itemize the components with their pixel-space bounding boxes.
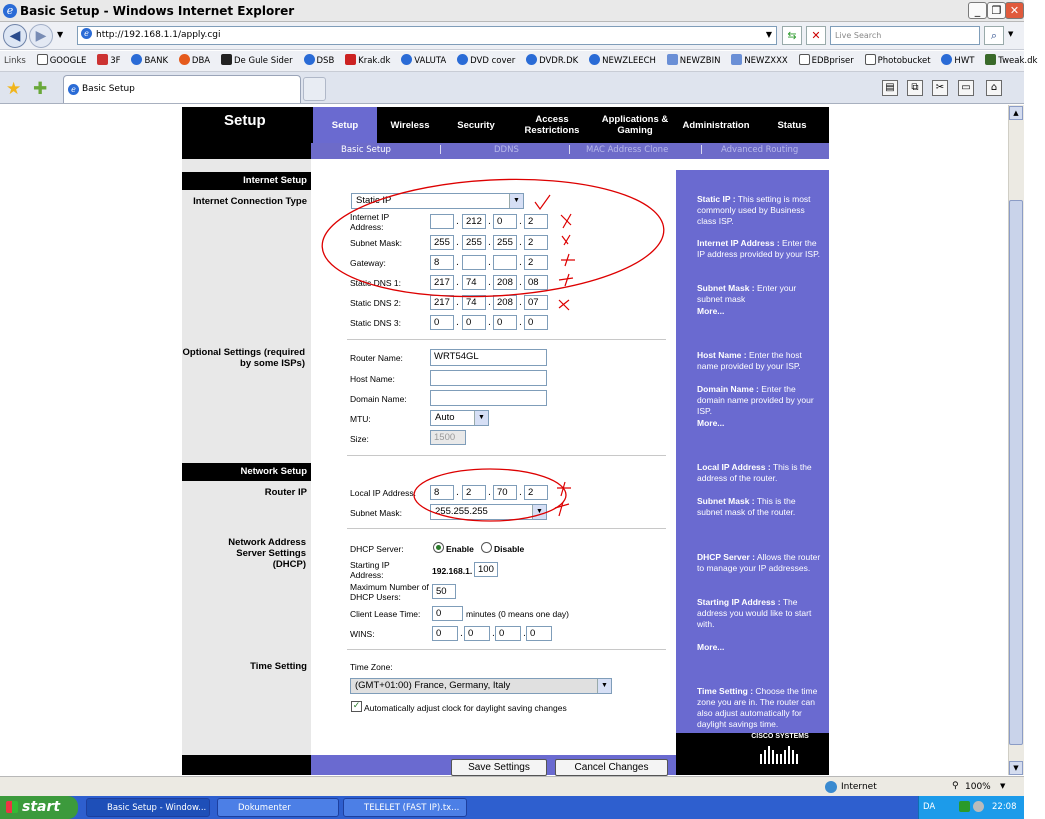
dns2-octet-4[interactable]: 07 [524,295,548,310]
cisco-logo: CISCO SYSTEMS [740,733,820,771]
label-local-ip: Local IP Address: [350,488,416,498]
subtab-separator: | [700,145,703,155]
help-starting-ip: Starting IP Address : The address you would like to start with. [697,597,812,629]
link-krak[interactable]: Krak.dk [345,51,390,71]
link-edbpriser[interactable]: EDBpriser [799,51,854,71]
more-link[interactable]: More... [697,642,725,652]
help-dhcp-server: DHCP Server : Allows the router to manage your IP addresses. [697,552,821,573]
subtab-basic-setup[interactable]: Basic Setup [341,145,391,155]
router-name-input[interactable]: WRT54GL [430,349,547,366]
router-header [182,107,311,159]
ip-octet-2[interactable]: 212 [462,214,486,229]
label-router-ip: Router IP [264,487,307,498]
label-router-name: Router Name: [350,353,403,363]
link-dvd-cover[interactable]: DVD cover [457,51,515,71]
save-settings-button[interactable]: Save Settings [451,759,547,776]
task-telelet[interactable]: TELELET (FAST IP).tx... [343,798,467,817]
subtab-separator: | [568,145,571,155]
scroll-down-icon[interactable]: ▼ [1009,761,1023,775]
page-title: Setup [224,112,266,129]
label-internet-connection-type: Internet Connection Type [193,196,307,207]
time-zone-select[interactable]: (GMT+01:00) France, Germany, Italy ▼ [350,678,612,694]
label-size: Size: [350,434,369,444]
page-icon: e [81,28,92,39]
tab-label: Basic Setup [82,84,135,94]
forward-button[interactable]: ▶ [29,24,53,48]
dns2-octet-3[interactable]: 208 [493,295,517,310]
favorites-star-icon[interactable]: ★ [6,79,22,99]
label-time-zone: Time Zone: [350,662,393,672]
dns3-octet-2[interactable]: 0 [462,315,486,330]
zoom-icon[interactable]: ⚲ [952,781,959,791]
dst-label: Automatically adjust clock for daylight saving changes [364,703,567,713]
clock: 22:08 [992,802,1017,812]
label-dhcp: Network Address Server Settings (DHCP) [228,537,306,570]
divider [347,528,666,529]
mask-octet-1[interactable]: 255 [430,235,454,250]
link-3f[interactable]: 3F [97,51,120,71]
label-dns1: Static DNS 1: [350,278,402,288]
link-google[interactable]: GOOGLE [37,51,87,71]
zoom-dropdown-icon[interactable]: ▼ [1000,782,1006,790]
starting-ip-input[interactable]: 100 [474,562,498,577]
help-time-setting: Time Setting : Choose the time zone you are in. The router can also adjust automatically for daylight savings time. [697,686,818,729]
gateway-octet-1[interactable]: 8 [430,255,454,270]
network-tray-icon[interactable] [959,801,970,812]
tools-icon[interactable]: ✂ [932,80,948,96]
link-valuta[interactable]: VALUTA [401,51,446,71]
tab-basic-setup[interactable] [63,75,301,103]
label-max-users: Maximum Number of DHCP Users: [350,582,429,602]
new-tab-button[interactable] [303,77,326,101]
dns1-octet-1[interactable]: 217 [430,275,454,290]
tab-applications-gaming[interactable]: Applications & Gaming [601,114,669,136]
dhcp-disable-radio[interactable] [481,542,492,553]
more-link[interactable]: More... [697,306,725,316]
label-host-name: Host Name: [350,374,395,384]
size-input[interactable]: 1500 [430,430,466,445]
link-newzxxx[interactable]: NEWZXXX [731,51,787,71]
label-lan-subnet: Subnet Mask: [350,508,402,518]
dns3-octet-3[interactable]: 0 [493,315,517,330]
status-bar [0,776,1024,796]
dns1-octet-3[interactable]: 208 [493,275,517,290]
help-local-ip: Local IP Address : This is the address of the router. [697,462,812,483]
system-tray [918,796,1024,819]
address-dropdown-icon[interactable]: ▼ [765,30,773,39]
ip-octet-4[interactable]: 2 [524,214,548,229]
help-host-name: Host Name : Enter the host name provided by your ISP. [697,350,802,371]
label-internet-ip: Internet IP Address: [350,212,390,232]
link-de-gule-sider[interactable]: De Gule Sider [221,51,293,71]
tab-administration[interactable]: Administration [682,119,750,131]
scroll-thumb[interactable] [1009,200,1023,745]
subtab-mac-clone[interactable]: MAC Address Clone [586,145,669,155]
search-input[interactable]: Live Search [830,26,980,45]
link-bank[interactable]: BANK [131,51,168,71]
tab-access-restrictions[interactable]: Access Restrictions [524,114,580,136]
chevron-down-icon: ▼ [509,194,523,208]
connection-type-select[interactable]: Static IP ▼ [351,193,524,209]
dns3-octet-4[interactable]: 0 [524,315,548,330]
close-button[interactable]: ✕ [1005,2,1024,19]
start-button[interactable]: start [0,796,78,819]
chevron-down-icon: ▼ [474,411,488,425]
wins-octet-3[interactable]: 0 [495,626,521,641]
dns2-octet-2[interactable]: 74 [462,295,486,310]
link-photobucket[interactable]: Photobucket [865,51,931,71]
help-subnet-mask: Subnet Mask : Enter your subnet mask [697,283,797,304]
address-bar-row [0,22,1024,50]
red-check-marks [525,190,595,520]
maximize-button[interactable]: ❐ [987,2,1006,19]
link-dvdr[interactable]: DVDR.DK [526,51,578,71]
dst-checkbox[interactable]: ✓ [352,701,361,711]
label-domain-name: Domain Name: [350,394,407,404]
history-dropdown-icon[interactable]: ▼ [57,30,64,39]
search-options-icon[interactable]: ▼ [1008,30,1014,38]
link-hwt[interactable]: HWT [941,51,974,71]
more-link[interactable]: More... [697,418,725,428]
link-tweak[interactable]: Tweak.dk [985,51,1037,71]
tab-page-icon: e [68,84,79,95]
dns1-octet-4[interactable]: 08 [524,275,548,290]
print-icon[interactable]: ▭ [958,80,974,96]
dns1-octet-2[interactable]: 74 [462,275,486,290]
max-users-input[interactable]: 50 [432,584,456,599]
link-newzbin[interactable]: NEWZBIN [667,51,721,71]
mask-octet-2[interactable]: 255 [462,235,486,250]
search-icon[interactable]: ⌕ [984,26,1004,45]
address-input[interactable]: http://192.168.1.1/apply.cgi [77,26,777,45]
scroll-up-icon[interactable]: ▲ [1009,106,1023,120]
label-dns2: Static DNS 2: [350,298,402,308]
local-ip-octet-3[interactable]: 70 [493,485,517,500]
starting-ip-prefix: 192.168.1. [432,566,473,576]
home-icon[interactable]: ⌂ [986,80,1002,96]
refresh-button[interactable]: ⇆ [782,26,802,45]
tab-wireless[interactable]: Wireless [390,119,430,131]
ip-octet-3[interactable]: 0 [493,214,517,229]
wins-octet-2[interactable]: 0 [464,626,490,641]
tab-status[interactable]: Status [777,119,807,131]
clipboard-icon[interactable]: ▤ [882,80,898,96]
help-static-ip: Static IP : This setting is most commonly used by Business class ISP. [697,194,811,226]
section-network-setup: Network Setup [182,463,311,481]
label-dns3: Static DNS 3: [350,318,402,328]
divider [347,455,666,456]
dhcp-enable-label: Enable [446,544,474,554]
mtu-select[interactable]: Auto ▼ [430,410,489,426]
section-internet-setup: Internet Setup [182,172,311,190]
tab-security[interactable]: Security [457,119,495,131]
divider [347,339,666,340]
dns2-octet-1[interactable]: 217 [430,295,454,310]
label-wins: WINS: [350,629,375,639]
language-indicator[interactable]: DA [923,802,936,812]
red-ellipse-annotation [315,175,675,315]
lease-time-input[interactable]: 0 [432,606,463,621]
help-internet-ip: Internet IP Address : Enter the IP address provided by your ISP. [697,238,821,259]
subtab-separator: | [439,145,442,155]
links-label: Links [4,56,26,66]
mask-octet-4[interactable]: 2 [524,235,548,250]
link-dba[interactable]: DBA [179,51,210,71]
cancel-changes-button[interactable]: Cancel Changes [555,759,668,776]
minimize-button[interactable]: _ [968,2,987,19]
subtab-ddns[interactable]: DDNS [494,145,519,155]
task-basic-setup[interactable]: Basic Setup - Window... [86,798,210,817]
dhcp-enable-radio[interactable] [433,542,444,553]
volume-tray-icon[interactable] [973,801,984,812]
windows-logo-icon [6,801,18,813]
link-newzleech[interactable]: NEWZLEECH [589,51,656,71]
label-dhcp-server: DHCP Server: [350,544,404,554]
task-dokumenter[interactable]: Dokumenter [217,798,339,817]
label-mtu: MTU: [350,414,371,424]
lease-time-suffix: minutes (0 means one day) [466,609,569,619]
help-router-subnet: Subnet Mask : This is the subnet mask of the router. [697,496,796,517]
link-dsb[interactable]: DSB [304,51,335,71]
zoom-level[interactable]: 100% [965,782,991,792]
local-ip-octet-2[interactable]: 2 [462,485,486,500]
gateway-octet-4[interactable]: 2 [524,255,548,270]
links-bar [0,51,1038,72]
dns3-octet-1[interactable]: 0 [430,315,454,330]
label-optional-settings: Optional Settings (required by some ISPs) [182,347,305,369]
back-button[interactable]: ◀ [3,24,27,48]
page-copy-icon[interactable]: ⧉ [907,80,923,96]
label-subnet-mask: Subnet Mask: [350,238,402,248]
lan-subnet-select[interactable]: 255.255.255 ▼ [430,504,547,520]
divider [347,649,666,650]
ie-logo-icon: e [3,4,17,18]
wins-octet-1[interactable]: 0 [432,626,458,641]
tab-setup[interactable]: Setup [313,107,377,143]
chevron-down-icon: ▼ [597,679,611,693]
mask-octet-3[interactable]: 255 [493,235,517,250]
help-domain-name: Domain Name : Enter the domain name provided by your ISP. [697,384,814,416]
local-ip-octet-1[interactable]: 8 [430,485,454,500]
label-lease-time: Client Lease Time: [350,609,421,619]
label-gateway: Gateway: [350,258,386,268]
subtab-advanced-routing[interactable]: Advanced Routing [721,145,799,155]
wins-octet-4[interactable]: 0 [526,626,552,641]
internet-zone-icon [825,781,837,793]
local-ip-octet-4[interactable]: 2 [524,485,548,500]
zone-label: Internet [841,782,877,792]
chevron-down-icon: ▼ [532,505,546,519]
stop-button[interactable]: ✕ [806,26,826,45]
label-time-setting: Time Setting [250,661,307,672]
add-favorites-icon[interactable]: ✚ [33,79,48,99]
dhcp-disable-label: Disable [494,544,525,554]
label-starting-ip: Starting IP Address: [350,560,390,580]
window-title: Basic Setup - Windows Internet Explorer [20,4,295,18]
window-title-bar [0,0,1024,22]
